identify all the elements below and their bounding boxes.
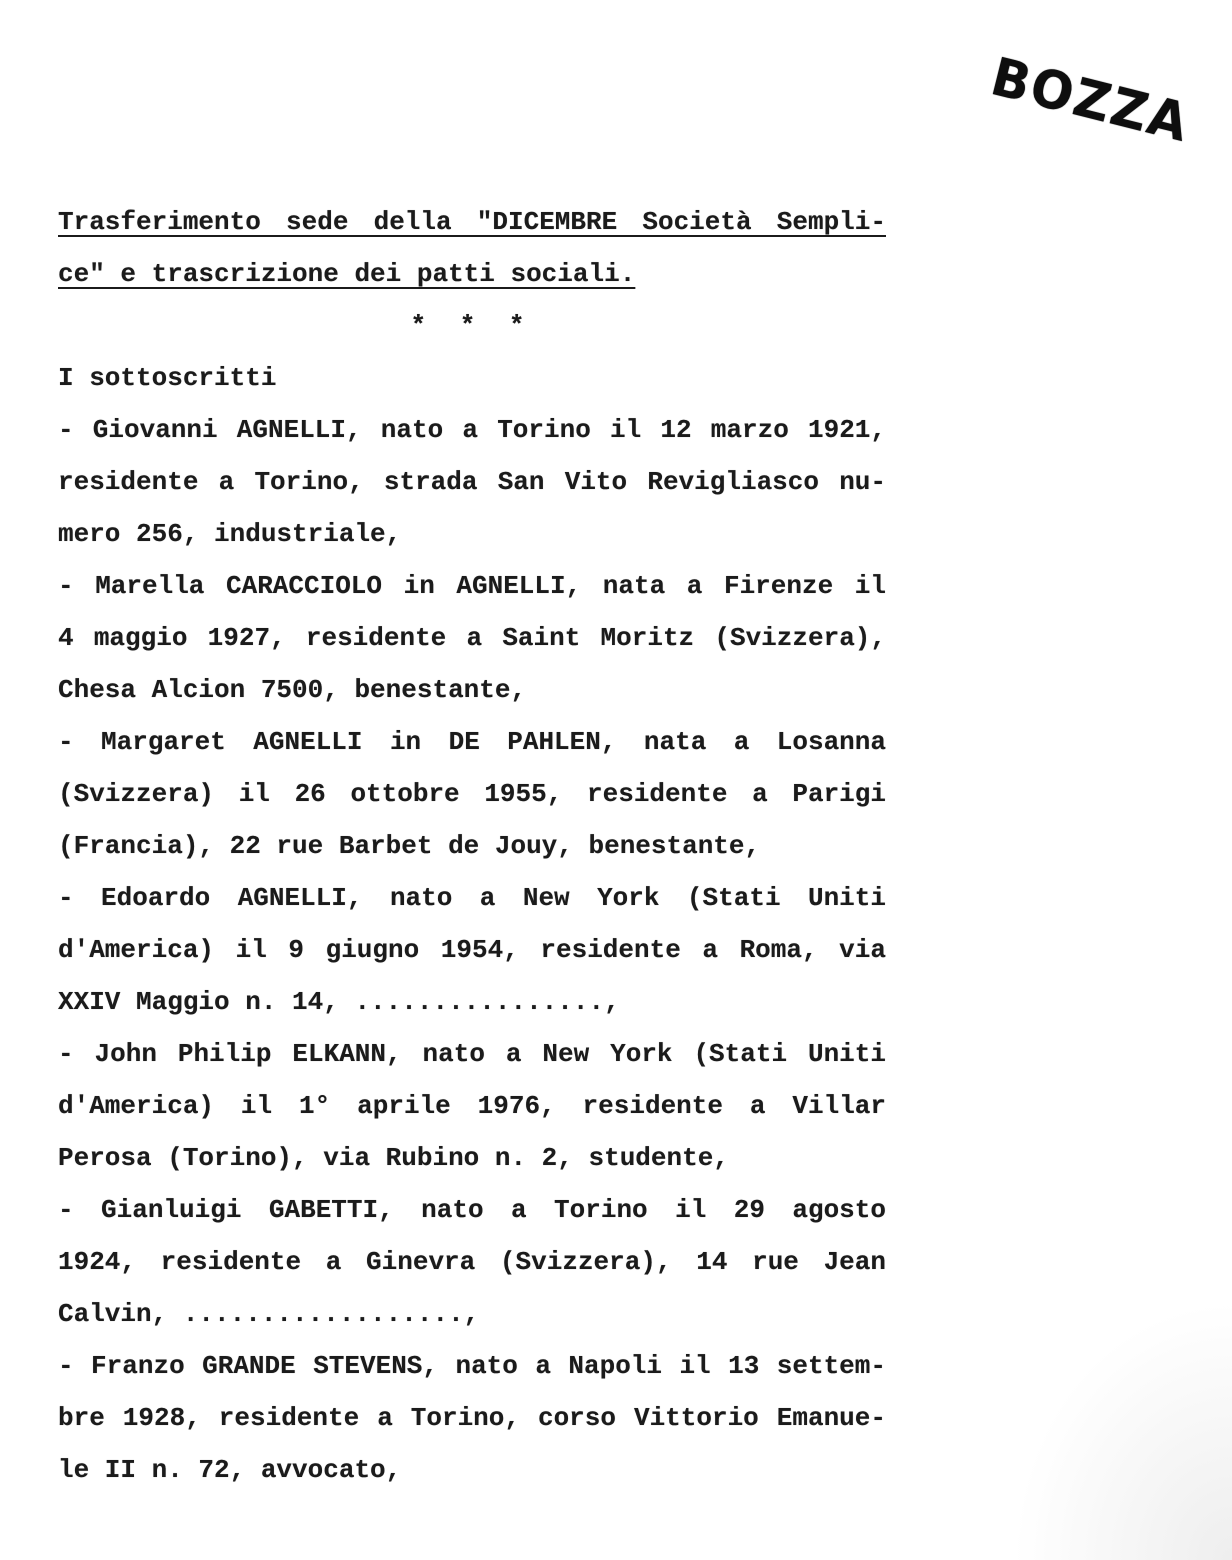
document-line: ce" e trascrizione dei patti sociali. xyxy=(58,259,636,289)
document-line: - Gianluigi GABETTI, nato a Torino il 29 agosto xyxy=(58,1195,886,1225)
document-line: Chesa Alcion 7500, benestante, xyxy=(58,675,527,705)
document-line: - John Philip ELKANN, nato a New York (Stati Uniti xyxy=(58,1039,886,1069)
document-line: 4 maggio 1927, residente a Saint Moritz (Svizzera), xyxy=(58,623,886,653)
document-line: * * * xyxy=(410,311,534,341)
document-line: Perosa (Torino), via Rubino n. 2, studente, xyxy=(58,1143,729,1173)
document-line: XXIV Maggio n. 14, ................, xyxy=(58,987,620,1017)
document-line: - Edoardo AGNELLI, nato a New York (Stati Uniti xyxy=(58,883,886,913)
document-line: 1924, residente a Ginevra (Svizzera), 14 rue Jean xyxy=(58,1247,886,1277)
document-line: d'America) il 1° aprile 1976, residente a Villar xyxy=(58,1091,886,1121)
bozza-draft-stamp: BOZZA xyxy=(985,46,1196,154)
document-line: - Margaret AGNELLI in DE PAHLEN, nata a Losanna xyxy=(58,727,886,757)
document-line: (Svizzera) il 26 ottobre 1955, residente a Parigi xyxy=(58,779,886,809)
document-line: I sottoscritti xyxy=(58,363,277,393)
document-line: residente a Torino, strada San Vito Revigliasco nu- xyxy=(58,467,886,497)
document-line: le II n. 72, avvocato, xyxy=(58,1455,402,1485)
document-line: - Giovanni AGNELLI, nato a Torino il 12 marzo 1921, xyxy=(58,415,886,445)
document-body xyxy=(58,196,886,1496)
document-line: d'America) il 9 giugno 1954, residente a Roma, via xyxy=(58,935,886,965)
document-line: bre 1928, residente a Torino, corso Vittorio Emanue- xyxy=(58,1403,886,1433)
document-line: Trasferimento sede della "DICEMBRE Società Sempli- xyxy=(58,207,886,237)
document-line: mero 256, industriale, xyxy=(58,519,402,549)
scan-artifact-shade xyxy=(1012,1300,1232,1560)
document-line: - Franzo GRANDE STEVENS, nato a Napoli il 13 settem- xyxy=(58,1351,886,1381)
document-line: Calvin, .................., xyxy=(58,1299,480,1329)
document-line: - Marella CARACCIOLO in AGNELLI, nata a Firenze il xyxy=(58,571,886,601)
document-line: (Francia), 22 rue Barbet de Jouy, benestante, xyxy=(58,831,761,861)
